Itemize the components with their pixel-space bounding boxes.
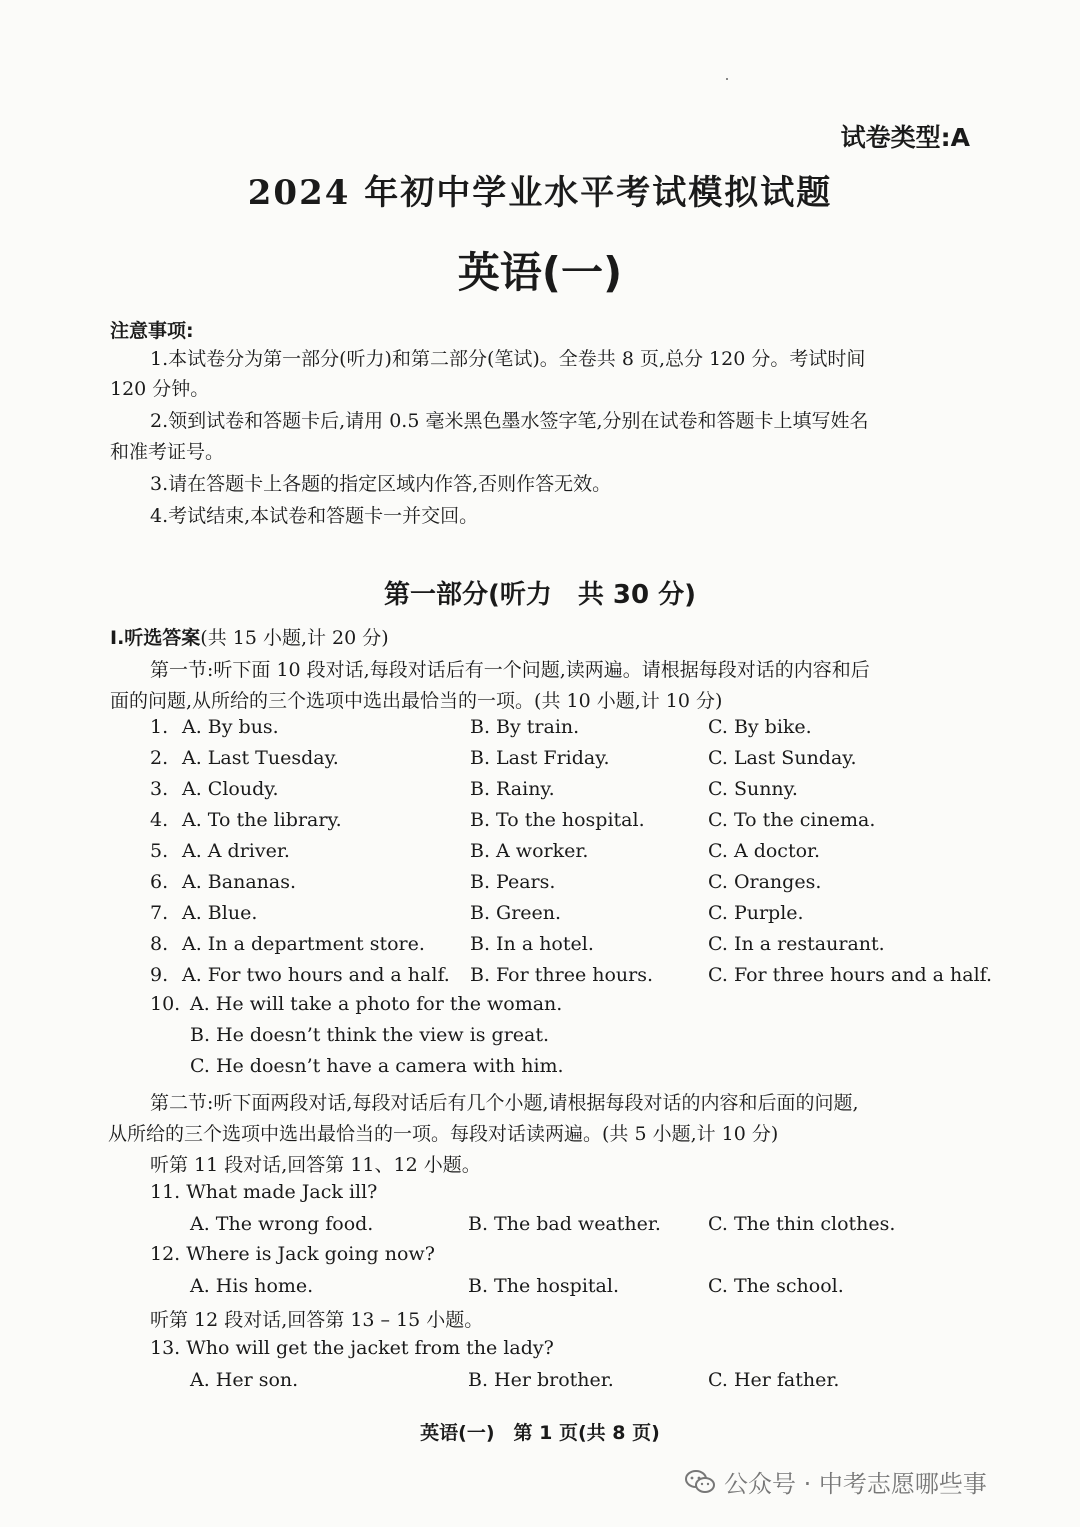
question-3-option-b: B. Rainy. <box>470 778 555 800</box>
question-9-option-a: A. For two hours and a half. <box>182 964 450 986</box>
question-9-option-b: B. For three hours. <box>470 964 654 986</box>
question-1-number: 1. <box>150 716 169 738</box>
watermark-text: 公众号 · 中考志愿哪些事 <box>724 1470 987 1498</box>
question-7-option-c: C. Purple. <box>708 902 804 924</box>
question-8-option-c: C. In a restaurant. <box>708 933 885 955</box>
paper-type: 试卷类型:A <box>840 123 970 152</box>
question-4-number: 4. <box>150 809 169 831</box>
question-8-option-b: B. In a hotel. <box>470 933 594 955</box>
question-2-option-a: A. Last Tuesday. <box>182 747 339 769</box>
part-one-label: Ⅰ.听选答案 <box>110 627 201 649</box>
question-4-option-a: A. To the library. <box>182 809 342 831</box>
question-3-option-c: C. Sunny. <box>708 778 798 800</box>
question-3-number: 3. <box>150 778 169 800</box>
question-4-option-c: C. To the cinema. <box>708 809 876 831</box>
question-13-option-a: A. Her son. <box>190 1369 299 1391</box>
question-12-option-c: C. The school. <box>708 1275 844 1297</box>
page-footer: 英语(一) 第 1 页(共 8 页) <box>420 1422 660 1444</box>
section-one-title: 第一部分(听力 共 30 分) <box>383 580 697 610</box>
notice-line: 120 分钟。 <box>110 378 210 400</box>
question-13-option-c: C. Her father. <box>708 1369 840 1391</box>
question-6-option-b: B. Pears. <box>470 871 556 893</box>
question-1-option-c: C. By bike. <box>708 716 812 738</box>
notice-line: 4.考试结束,本试卷和答题卡一并交回。 <box>150 505 479 527</box>
watermark <box>684 1464 987 1499</box>
question-13-option-b: B. Her brother. <box>468 1369 614 1391</box>
question-6-number: 6. <box>150 871 169 893</box>
question-5-option-b: B. A worker. <box>470 840 589 862</box>
part-one-title <box>110 623 389 650</box>
question-7-number: 7. <box>150 902 169 924</box>
question-2-option-b: B. Last Friday. <box>470 747 610 769</box>
notice-line: 2.领到试卷和答题卡后,请用 0.5 毫米黑色墨水签字笔,分别在试卷和答题卡上填写姓名 <box>150 410 869 432</box>
question-12-option-b: B. The hospital. <box>468 1275 619 1297</box>
question-8-number: 8. <box>150 933 169 955</box>
question-12-option-a: A. His home. <box>190 1275 314 1297</box>
subsection-one-instruction: 第一节:听下面 10 段对话,每段对话后有一个问题,读两遍。请根据每段对话的内容和后 <box>150 659 870 681</box>
question-9-option-c: C. For three hours and a half. <box>708 964 993 986</box>
question-10-option-a: A. He will take a photo for the woman. <box>190 993 563 1015</box>
question-11-option-a: A. The wrong food. <box>190 1213 374 1235</box>
question-10-option-b: B. He doesn’t think the view is great. <box>190 1024 550 1046</box>
scan-speck <box>726 78 728 80</box>
question-3-option-a: A. Cloudy. <box>182 778 279 800</box>
part-one-note: (共 15 小题,计 20 分) <box>200 627 389 649</box>
question-4-option-b: B. To the hospital. <box>470 809 645 831</box>
subsection-two-instruction: 第二节:听下面两段对话,每段对话后有几个小题,请根据每段对话的内容和后面的问题, <box>150 1092 859 1114</box>
question-5-option-a: A. A driver. <box>182 840 290 862</box>
question-11-option-b: B. The bad weather. <box>468 1213 661 1235</box>
question-13-stem: 13. Who will get the jacket from the lady? <box>150 1337 554 1359</box>
subsection-one-instruction: 面的问题,从所给的三个选项中选出最恰当的一项。(共 10 小题,计 10 分) <box>110 690 723 712</box>
dialog-12-intro: 听第 12 段对话,回答第 13 – 15 小题。 <box>150 1309 484 1331</box>
question-7-option-a: A. Blue. <box>182 902 258 924</box>
subsection-two-instruction: 从所给的三个选项中选出最恰当的一项。每段对话读两遍。(共 5 小题,计 10 分) <box>108 1123 779 1145</box>
dialog-11-intro: 听第 11 段对话,回答第 11、12 小题。 <box>150 1154 481 1176</box>
question-10-option-c: C. He doesn’t have a camera with him. <box>190 1055 564 1077</box>
question-10-number: 10. <box>150 993 181 1015</box>
subject-title: 英语(一) <box>457 248 623 297</box>
question-11-stem: 11. What made Jack ill? <box>150 1181 378 1203</box>
notice-title: 注意事项: <box>110 320 194 342</box>
notice-line: 1.本试卷分为第一部分(听力)和第二部分(笔试)。全卷共 8 页,总分 120 分。考试时间 <box>150 348 866 370</box>
question-2-option-c: C. Last Sunday. <box>708 747 857 769</box>
question-7-option-b: B. Green. <box>470 902 562 924</box>
question-2-number: 2. <box>150 747 169 769</box>
question-6-option-c: C. Oranges. <box>708 871 822 893</box>
question-1-option-b: B. By train. <box>470 716 580 738</box>
notice-line: 3.请在答题卡上各题的指定区域内作答,否则作答无效。 <box>150 473 612 495</box>
question-9-number: 9. <box>150 964 169 986</box>
question-6-option-a: A. Bananas. <box>182 871 297 893</box>
exam-title: 2024 年初中学业水平考试模拟试题 <box>247 173 833 213</box>
question-5-option-c: C. A doctor. <box>708 840 821 862</box>
question-8-option-a: A. In a department store. <box>182 933 425 955</box>
question-12-stem: 12. Where is Jack going now? <box>150 1243 435 1265</box>
question-5-number: 5. <box>150 840 169 862</box>
question-11-option-c: C. The thin clothes. <box>708 1213 896 1235</box>
wechat-icon <box>684 1469 716 1495</box>
question-1-option-a: A. By bus. <box>182 716 279 738</box>
notice-line: 和准考证号。 <box>110 441 225 463</box>
